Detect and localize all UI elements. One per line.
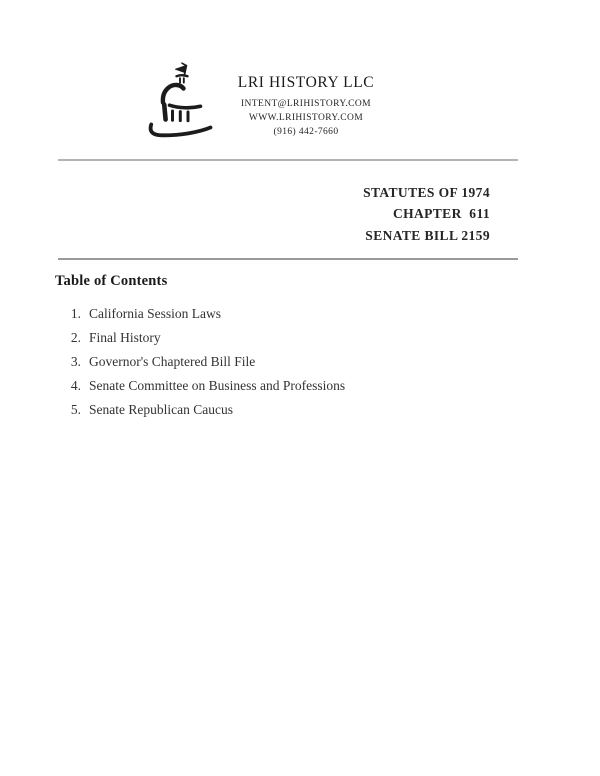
letterhead <box>213 74 399 139</box>
company-phone: (916) 442-7660 <box>273 126 339 137</box>
toc-item <box>69 302 489 326</box>
senate-bill-line: SENATE BILL 2159 <box>365 227 490 243</box>
toc-item-number: 2. <box>70 330 81 345</box>
toc-item-number: 1. <box>70 306 81 321</box>
toc-item-title: California Session Laws <box>89 306 221 321</box>
company-email: INTENT@LRIHISTORY.COM <box>240 99 371 109</box>
toc-list <box>69 302 489 422</box>
toc-item-title: Senate Republican Caucus <box>89 402 233 417</box>
toc-item-number: 3. <box>70 354 81 369</box>
capitol-dome-logo-icon <box>148 61 213 139</box>
toc-item-title: Final History <box>89 330 161 345</box>
horizontal-rule-top <box>58 159 518 161</box>
statute-reference-block <box>363 182 490 246</box>
toc-item <box>69 374 489 398</box>
toc-item <box>69 350 489 374</box>
toc-heading: Table of Contents <box>55 273 168 289</box>
toc-item-number: 5. <box>70 402 81 417</box>
company-name: LRI HISTORY LLC <box>237 74 375 91</box>
company-website: WWW.LRIHISTORY.COM <box>248 112 364 123</box>
toc-item-number: 4. <box>70 378 81 393</box>
statutes-line: STATUTES OF 1974 <box>363 185 490 200</box>
horizontal-rule-bottom <box>58 258 518 260</box>
toc-item <box>69 398 489 422</box>
toc-item <box>69 326 489 350</box>
toc-item-title: Governor's Chaptered Bill File <box>89 354 256 369</box>
chapter-line: CHAPTER 611 <box>392 206 490 222</box>
toc-item-title: Senate Committee on Business and Professions <box>89 378 346 393</box>
